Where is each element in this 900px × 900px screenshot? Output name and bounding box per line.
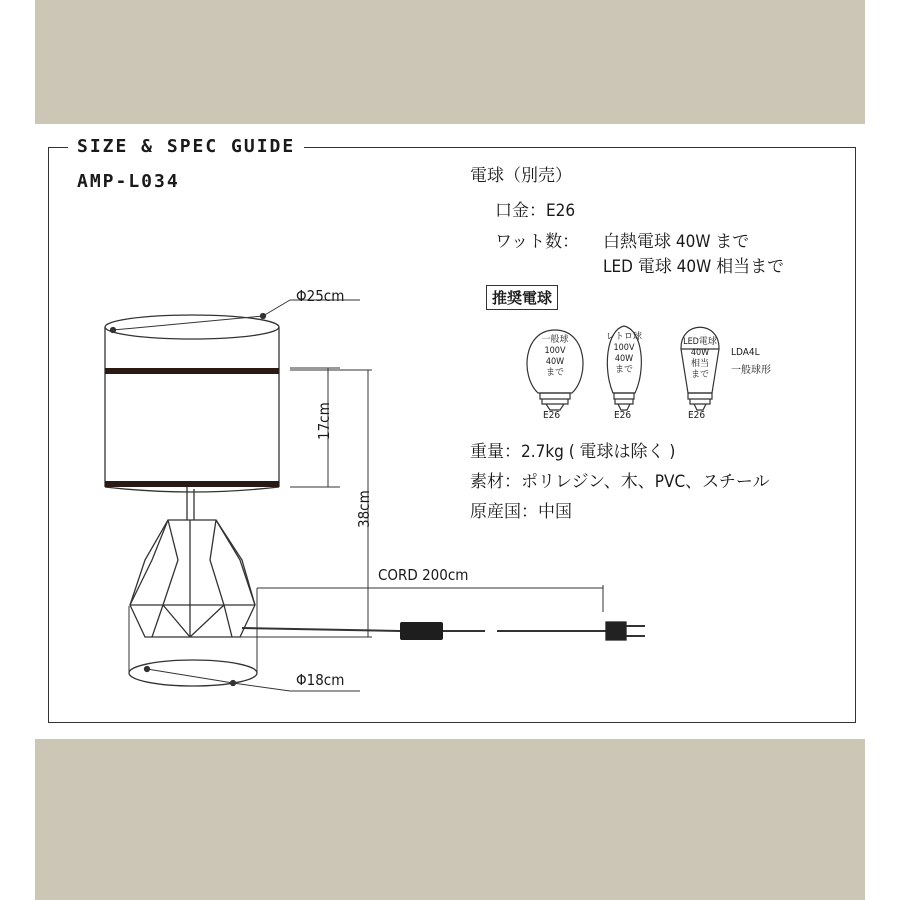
- bulb-heading: 電球（別売）: [470, 166, 572, 186]
- total-height-label: 38cm: [355, 490, 373, 528]
- wattage-incandescent: 白熱電球 40W まで: [603, 232, 750, 252]
- origin-spec: 原産国：中国: [470, 502, 572, 522]
- lamp-base: [130, 520, 255, 637]
- lamp-shade: [105, 315, 279, 492]
- led-shape-note: 一般球形: [731, 365, 771, 376]
- led-model-note: LDA4L: [731, 347, 760, 358]
- model-number: AMP-L034: [77, 171, 180, 192]
- bulb-retro-text: レトロ球 100V 40W まで: [605, 332, 642, 375]
- guide-title: SIZE & SPEC GUIDE: [68, 136, 304, 157]
- cord-switch: [400, 622, 443, 640]
- shade-height-label: 17cm: [315, 402, 333, 440]
- recommended-bulb-label: 推奨電球: [486, 285, 558, 310]
- bulb-standard-text: 一般球 100V 40W まで: [541, 335, 569, 378]
- material-spec: 素材：ポリレジン、木、PVC、スチール: [470, 472, 770, 492]
- socket-spec: 口金：E26: [495, 201, 576, 221]
- bulb-standard-base: E26: [543, 410, 561, 421]
- bulb-led-base: E26: [688, 410, 706, 421]
- base-diameter-label: Φ18cm: [296, 671, 345, 689]
- bulb-led-text: LED電球 40W 相当 まで: [683, 337, 717, 380]
- cord-length-label: CORD 200cm: [378, 566, 469, 584]
- weight-spec: 重量：2.7kg ( 電球は除く ): [470, 442, 676, 462]
- wattage-label: ワット数：: [495, 232, 580, 252]
- bulb-retro-base: E26: [614, 410, 632, 421]
- shade-diameter-label: Φ25cm: [296, 287, 345, 305]
- wattage-led: LED 電球 40W 相当まで: [603, 257, 785, 277]
